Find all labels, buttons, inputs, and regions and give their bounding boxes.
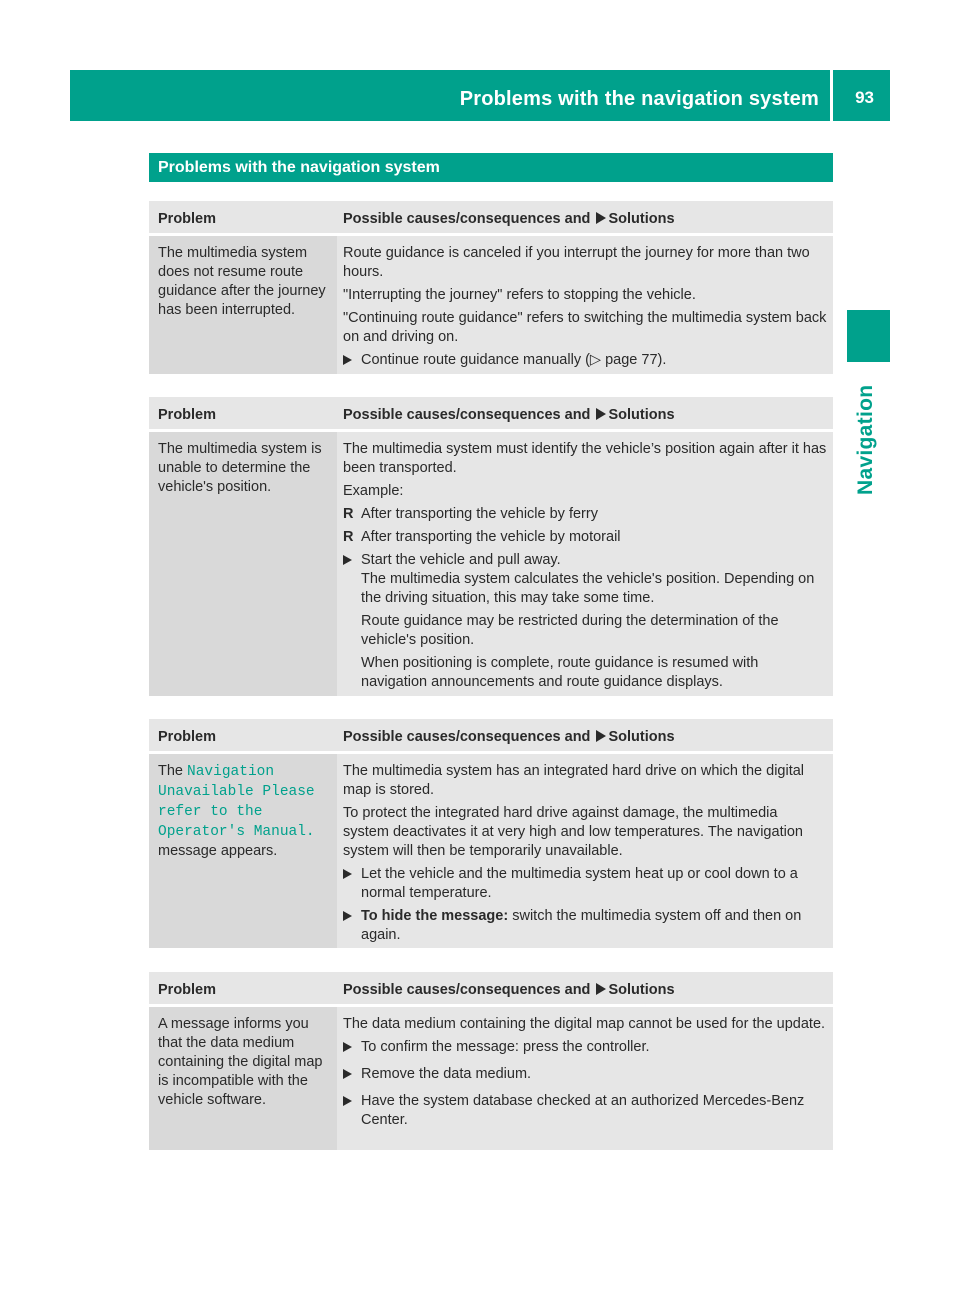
step-arrow-icon: [343, 1096, 352, 1106]
cause-text: The data medium containing the digital map cannot be used for the update.: [343, 1016, 826, 1032]
bullet-item: R After transporting the vehicle by motorail: [343, 529, 621, 545]
page-number: 93: [855, 88, 874, 107]
cause-text: Route guidance is canceled if you interrupt the journey for more than two hours.: [343, 245, 810, 280]
step-arrow-icon: [596, 730, 606, 742]
table-row: [149, 1007, 833, 1150]
problem-table-2: [149, 397, 833, 696]
chapter-marker: [847, 310, 890, 362]
step-arrow-icon: [343, 355, 352, 365]
column-header-solutions: Possible causes/consequences and Solutions: [343, 729, 675, 745]
table-row: [149, 754, 833, 948]
section-heading: Problems with the navigation system: [149, 153, 833, 182]
step-arrow-icon: [343, 869, 352, 879]
column-header-problem: Problem: [158, 729, 217, 745]
result-text: When positioning is complete, route guidance is resumed with navigation announcements and route guidance displays.: [361, 655, 759, 690]
table-header: [149, 972, 833, 1007]
cause-text: The multimedia system has an integrated hard drive on which the digital map is stored.: [343, 763, 805, 798]
step-arrow-icon: [596, 212, 606, 224]
step-arrow-icon: [343, 1042, 352, 1052]
result-text: Route guidance may be restricted during the determination of the vehicle's position.: [361, 613, 779, 648]
step-arrow-icon: [343, 555, 352, 565]
column-header-problem: Problem: [158, 982, 217, 998]
display-message-code: Navigation Unavailable Please refer to the Operator's Manual.: [158, 764, 315, 840]
cause-text: The multimedia system must identify the vehicle’s position again after it has been transported.: [343, 441, 827, 476]
table-row: [149, 432, 833, 696]
column-header-solutions: Possible causes/consequences and Solutions: [343, 982, 675, 998]
bullet-item: R After transporting the vehicle by ferry: [343, 506, 598, 522]
problem-cell: The multimedia system does not resume route guidance after the journey has been interrupted.: [149, 236, 337, 374]
table-header: [149, 201, 833, 236]
action-step: Have the system database checked at an authorized Mercedes-Benz Center.: [343, 1092, 827, 1130]
table-header: [149, 397, 833, 432]
column-header-solutions: Possible causes/consequences and Solutions: [343, 407, 675, 423]
problem-table-4: [149, 972, 833, 1150]
action-step: Continue route guidance manually (▷ page 77).: [343, 351, 827, 374]
action-step: To hide the message: switch the multimedia system off and then on again.: [343, 907, 827, 945]
action-step: To confirm the message: press the controller.: [343, 1038, 827, 1061]
running-header-title: Problems with the navigation system: [459, 88, 819, 110]
cause-text: To protect the integrated hard drive against damage, the multimedia system deactivates it at very high and low temperatures. The navigation system will then be temporarily unavailable.: [343, 805, 803, 859]
action-step: Remove the data medium.: [343, 1065, 827, 1088]
column-header-solutions: Possible causes/consequences and Solutions: [343, 211, 675, 227]
solution-cell: [337, 1007, 833, 1150]
action-step: Let the vehicle and the multimedia system heat up or cool down to a normal temperature.: [343, 865, 827, 903]
step-arrow-icon: [596, 408, 606, 420]
step-arrow-icon: [596, 983, 606, 995]
problem-cell: The Navigation Unavailable Please refer to the Operator's Manual. message appears.: [149, 754, 337, 948]
running-header: [70, 70, 890, 121]
cause-text: Example:: [343, 483, 404, 499]
header-divider: [830, 70, 833, 121]
problem-cell: The multimedia system is unable to determine the vehicle's position.: [149, 432, 337, 696]
step-arrow-icon: [343, 1069, 352, 1079]
table-row: [149, 236, 833, 374]
step-arrow-icon: [343, 911, 352, 921]
problem-cell: A message informs you that the data medium containing the digital map is incompatible with the vehicle software.: [149, 1007, 337, 1150]
problem-table-1: [149, 201, 833, 374]
table-header: [149, 719, 833, 754]
solution-cell: [337, 236, 833, 374]
bullet-marker: R: [343, 529, 354, 545]
problem-table-3: [149, 719, 833, 948]
column-header-problem: Problem: [158, 407, 217, 423]
cause-text: "Continuing route guidance" refers to switching the multimedia system back on and driving on.: [343, 310, 827, 345]
action-step: Start the vehicle and pull away. The multimedia system calculates the vehicle's position. Depending on the driving situation, this may take some time. Route guidance may be restricted during the determination of the vehicle's position. When positioning is complete, route guidance is resumed with navigation announcements and route guidance displays.: [343, 551, 827, 696]
column-header-problem: Problem: [158, 211, 217, 227]
chapter-tab-label: Navigation: [854, 384, 877, 495]
solution-cell: [337, 754, 833, 948]
bullet-marker: R: [343, 506, 354, 522]
cause-text: "Interrupting the journey" refers to stopping the vehicle.: [343, 287, 696, 303]
result-text: The multimedia system calculates the vehicle's position. Depending on the driving situation, this may take some time.: [361, 571, 815, 606]
solution-cell: [337, 432, 833, 696]
